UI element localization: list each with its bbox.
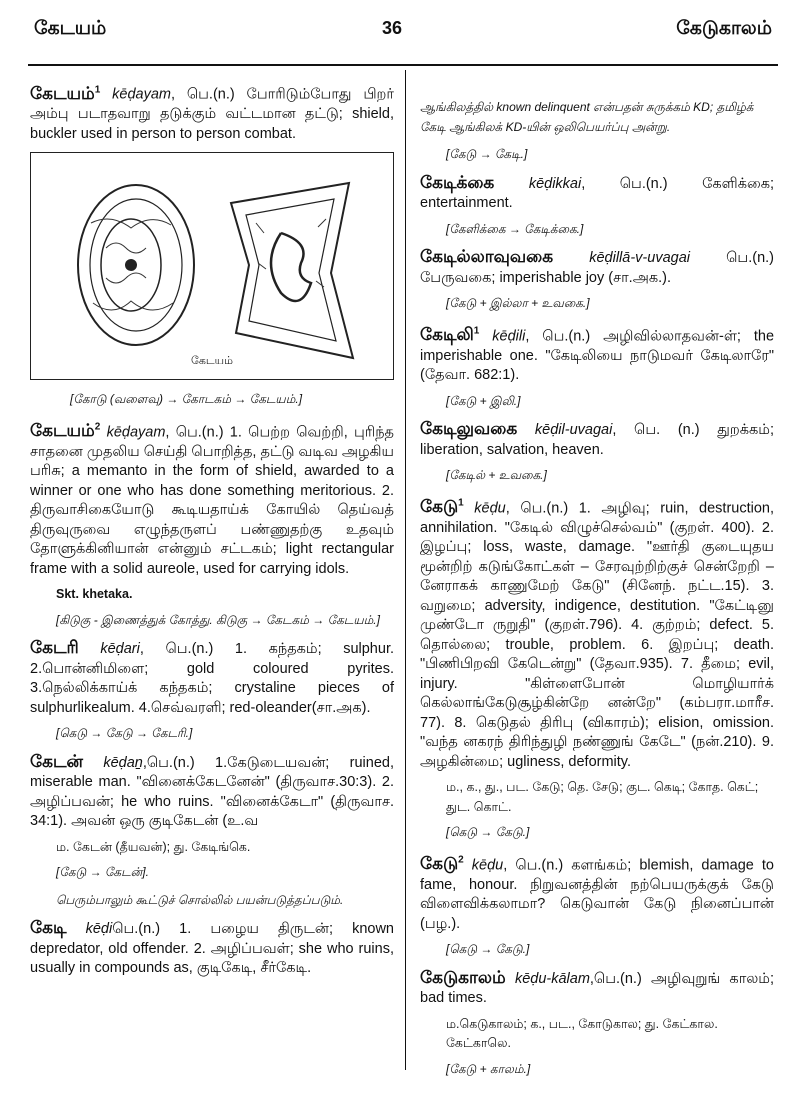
transliteration: kēḍayam: [106, 424, 166, 441]
headword: கேடு$^2$: [420, 854, 464, 874]
entry-kedikkai: [420, 173, 774, 214]
etymology: [கிடுகு - இணைத்துக் கோத்து. கிடுகு → கேடகம் → கேடயம்.]: [56, 612, 380, 627]
sanskrit-note: Skt. khetaka.: [56, 587, 133, 602]
cognates: ம.கெடுகாலம்; க., பட., கோடுகால; து. கேட்கால. கேட்காலெ.: [446, 1016, 718, 1051]
definition: , பெ.(n.) 1. அழிவு; ruin, destruction, annihilation. "கேடில் விழுச்செல்வம்" (குறள். 400). 2. இழப்பு; loss, waste, damage. "ஊர்தி குடையுதய மூன்றிற் கடுங்கோட்கள் – சேரவுற்றிற்குச் சென்றேறி – னேராகக் காணுமேற் கேடு" (சினேந். நட்ட.15). 3. வறுமை; adversity, indigence, destitution. "கேட்டினு முண்டோ ருறுதி" (குறள்.796). 4. குற்றம்; defect. 5. தொல்லை; trouble, problem. 6. இறப்பு; death. "பிணிபிறவி கேடென்று" (தேவா.935). 7. தீமை; evil, injury. "கிள்ளைபோன் மொழியார்க் கெல்லாங்கேடுசூழ்கின்றே னன்றே" (கம்பரா.மாரீச. 77). 8. கெடுதல் திரிபு (விகாரம்); elision, omission. "வந்த னகரந் திரிந்துழி நண்ணுங் கேடே" (நன்.210). 9. அழகின்மை; ugliness, deformity.: [420, 500, 775, 770]
etymology: [கேளிக்கை → கேடிக்கை.]: [446, 221, 584, 236]
transliteration: kēḍu-kālam: [514, 970, 590, 987]
transliteration: kēḍil-uvagai: [534, 422, 613, 439]
definition: பெ.(n.) பேருவகை; imperishable joy (சா.அக.).: [420, 250, 774, 286]
usage-note: பெரும்பாலும் கூட்டுச் சொல்லில் பயன்படுத்தப்படும்.: [56, 892, 344, 907]
shield-illustration: [30, 152, 394, 380]
transliteration: kēḍu: [474, 500, 506, 517]
transliteration: kēḍayam: [112, 86, 171, 103]
abbreviation-note: ஆங்கிலத்தில் known delinquent என்பதன் சுருக்கம் KD; தமிழ்க் கேடி ஆங்கிலக் KD-யின் ஒலிபெயர்ப்பு அன்று.: [420, 100, 754, 134]
entry-kedi: [30, 918, 394, 979]
definition: பெ.(n.) 1. பழைய திருடன்; known depredator, old offender. 2. அழிப்பவள்; she who ruins, usually in compounds as, குடிகேடி, சீர்கேடி.: [30, 921, 395, 977]
shield-drawing: [31, 153, 393, 379]
definition: , பெ.(n.) 1. கந்தகம்; sulphur. 2.பொன்னிமிளை; gold coloured pyrites. 3.நெல்லிக்காய்க் கந்தகம்; crystaline pieces of sulphurlikealum. 4.செவ்வரளி; red-oleander(சா.அக).: [30, 641, 394, 716]
entry-kedayam-2: [30, 418, 394, 580]
headword: கேடில்லாவுவகை: [420, 247, 554, 266]
etymology: [கேடில் + உவகை.]: [446, 468, 547, 483]
left-column: [30, 80, 394, 985]
headword: கேடிலுவகை: [420, 419, 518, 439]
entry-kedu-1: [420, 494, 774, 773]
headword: கேடயம்$^1$: [30, 83, 101, 103]
header-left-word: கேடயம்: [34, 18, 107, 39]
transliteration: kēḍikkai: [528, 175, 582, 192]
definition: , பெ.(n.) அழிவில்லாதவன்-ள்; the imperishable one. "கேடிலியை நாடுமவர் கேடிலாரே" (தேவா. 682:1).: [420, 328, 775, 384]
etymology: [கேடு → கேடி.]: [446, 147, 528, 161]
headword: கேடன்: [30, 751, 83, 771]
etymology: [கெடு → கேடு.]: [446, 825, 530, 840]
transliteration: kēḍi: [85, 921, 113, 938]
headword: கேடி: [30, 918, 67, 938]
page-number: 36: [382, 18, 403, 38]
figure-caption: கேடயம்: [191, 354, 233, 367]
entry-kedayam-1: [30, 80, 394, 144]
headword: கேடு$^1$: [420, 497, 464, 517]
entry-kedili: [420, 322, 774, 386]
definition: , பெ. (n.) துறக்கம்; liberation, salvation, heaven.: [420, 422, 774, 458]
headword: கேடரி: [30, 638, 79, 658]
transliteration: kēḍillā-v-uvagai: [589, 250, 690, 266]
headword: கேடிக்கை: [420, 172, 495, 192]
header-right-word: கேடுகாலம்: [676, 18, 772, 39]
cognates: ம. கேடன் (தீயவன்); து. கேடிங்கெ.: [56, 839, 251, 854]
etymology: [கேடு → கேடன்].: [56, 865, 149, 880]
column-divider: [405, 70, 406, 1070]
definition: ,பெ.(n.) 1.கேடுடையவன்; ruined, miserable man. "வினைக்கேடனேன்" (திருவாச.30:3). 2. அழிப்பவன்; he who ruins. "வினைக்கேடா" (திருவாச. 34:1). அவன் ஒரு குடிகேடன் (உ.வ: [30, 754, 394, 830]
transliteration: kēḍili: [492, 328, 526, 345]
headword: கேடுகாலம்: [420, 967, 506, 987]
definition: , பெ.(n.) கேளிக்கை; entertainment.: [420, 175, 775, 211]
definition: , பெ.(n.) போரிடும்போது பிறர் அம்பு படாதவாறு தடுக்கும் வட்டமான தட்டு; shield, buckler used in person to person combat.: [30, 86, 394, 142]
entry-kedillavuvagai: [420, 247, 774, 288]
entry-kedari: [30, 638, 394, 718]
headword: கேடயம்$^2$: [30, 421, 101, 441]
entry-kediluvagai: [420, 419, 774, 460]
entry-kedukalam: [420, 968, 774, 1009]
cognates: ம., க., து., பட. கேடு; தெ. சேடு; குட. கெடி; கோத. கெட்; துட. கொட்.: [446, 780, 759, 814]
transliteration: kēḍu: [471, 857, 504, 874]
transliteration: kēḍari: [100, 641, 140, 658]
etymology: [கேடு + இல்லா + உவகை.]: [446, 296, 590, 310]
etymology: [கோடு (வளைவு) → கோடகம் → கேடயம்.]: [70, 392, 303, 407]
etymology: [கெடு → கேடு → கேடரி.]: [56, 726, 193, 741]
entry-kedu-2: [420, 851, 774, 935]
etymology: [கேடு + காலம்.]: [446, 1061, 531, 1076]
right-column: [420, 94, 774, 1087]
definition: , பெ.(n.) 1. பெற்ற வெற்றி, புரிந்த சாதனை முதலிய செய்தி பொறித்த, தட்டு வடிவ அழகிய பரிசு; a memanto in the form of shield, awarded to a winner or one who has done something meritorious. 2. திருவாசிகையோடு கூடியதாய்க் கோயில் தெய்வத் திருவுருவை எழுந்தருளப் பண்ணுதற்கு உதவும் தோளுக்கினியான் என்னும் சட்டகம்; light rectangular frame with a solid aureole, used for carrying idols.: [30, 424, 394, 577]
transliteration: kēḍaṉ: [103, 754, 143, 771]
etymology: [கெடு → கேடு.]: [446, 942, 530, 957]
definition: ,பெ.(n.) அழிவுறுங் காலம்; bad times.: [420, 970, 774, 1007]
etymology: [கேடு + இலி.]: [446, 393, 521, 408]
definition: , பெ.(n.) களங்கம்; blemish, damage to fame, honour. நிறுவனத்தின் நற்பெயருக்குக் கேடு விளைவிக்கலாமா? கெடுவான் கேடு நினைப்பான் (பழ.).: [420, 857, 774, 932]
header-rule: [28, 64, 778, 66]
headword: கேடிலி$^1$: [420, 325, 480, 345]
entry-kedan: [30, 752, 394, 832]
